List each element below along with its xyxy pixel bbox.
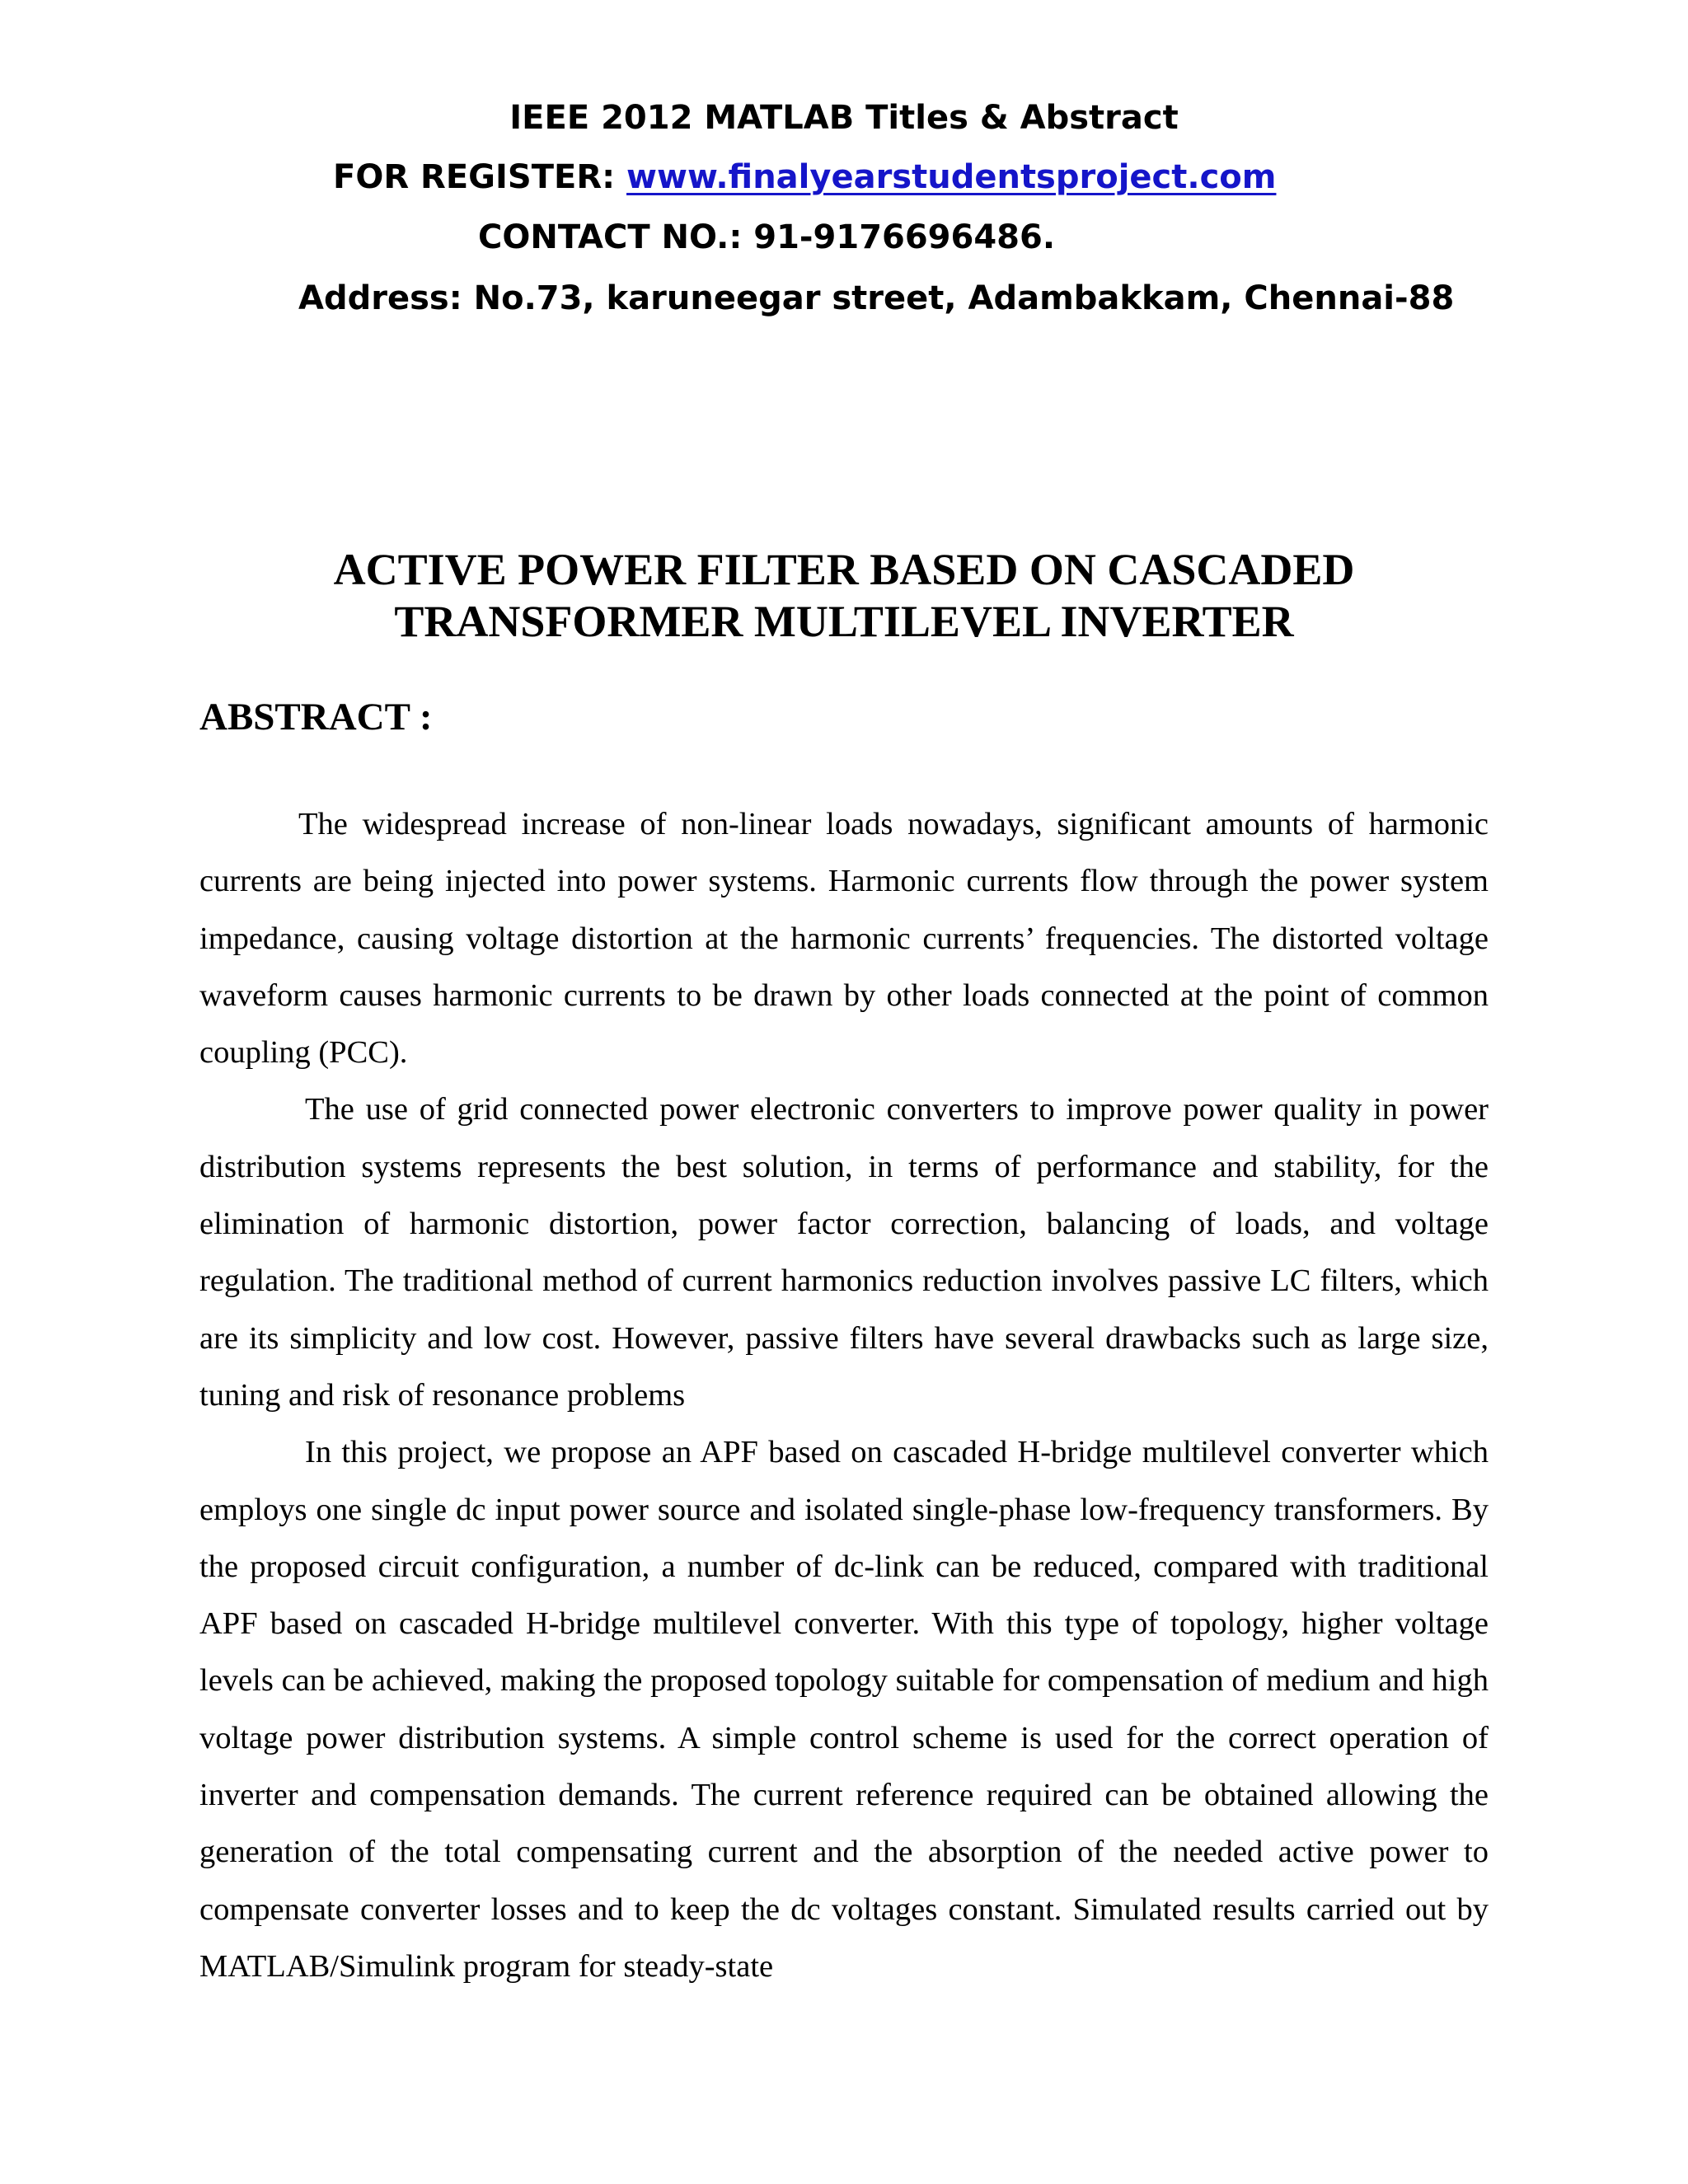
abstract-paragraph-2: The use of grid connected power electronic converters to improve power quality in power distribution systems represents the best solution, in terms of performance and stability, for the elimination of harmonic distortion, power factor correction, balancing of loads, and voltage regulation. The traditional method of current harmonics reduction involves passive LC filters, which are its simplicity and low cost. However, passive filters have several drawbacks such as large size, tuning and risk of resonance problems — [199, 1092, 1489, 1413]
abstract-heading: ABSTRACT : — [199, 696, 433, 738]
document-title — [0, 544, 1688, 648]
register-link[interactable]: www.finalyearstudentsproject.com — [626, 158, 1277, 196]
abstract-paragraph-3: In this project, we propose an APF based on cascaded H-bridge multilevel converter which employs one single dc input power source and isolated single-phase low-frequency transformers. By the proposed circuit configuration, a number of dc-link can be reduced, compared with traditional APF based on cascaded H-bridge multilevel converter. With this type of topology, higher voltage levels can be achieved, making the proposed topology suitable for compensation of medium and high voltage power distribution systems. A simple control scheme is used for the correct operation of inverter and compensation demands. The current reference required can be obtained allowing the generation of the total compensating current and the absorption of the needed active power to compensate converter losses and to keep the dc voltages constant. Simulated results carried out by MATLAB/Simulink program for steady-state — [199, 1435, 1489, 1984]
header-title: IEEE 2012 MATLAB Titles & Abstract — [509, 99, 1179, 137]
header-address: Address: No.73, karuneegar street, Adambakkam, Chennai-88 — [298, 279, 1455, 317]
header-contact: CONTACT NO.: 91-9176696486. — [478, 218, 1056, 256]
abstract-paragraph-1: The widespread increase of non-linear loads nowadays, significant amounts of harmonic currents are being injected into power systems. Harmonic currents flow through the power system impedance, causing voltage distortion at the harmonic currents’ frequencies. The distorted voltage waveform causes harmonic currents to be drawn by other loads connected at the point of common coupling (PCC). — [199, 807, 1489, 1071]
header-register — [0, 157, 1688, 197]
abstract-body — [199, 796, 1489, 1995]
document-title-line-1: ACTIVE POWER FILTER BASED ON CASCADED — [333, 545, 1355, 594]
document-title-line-2: TRANSFORMER MULTILEVEL INVERTER — [394, 597, 1294, 646]
register-label: FOR REGISTER: — [333, 158, 627, 196]
